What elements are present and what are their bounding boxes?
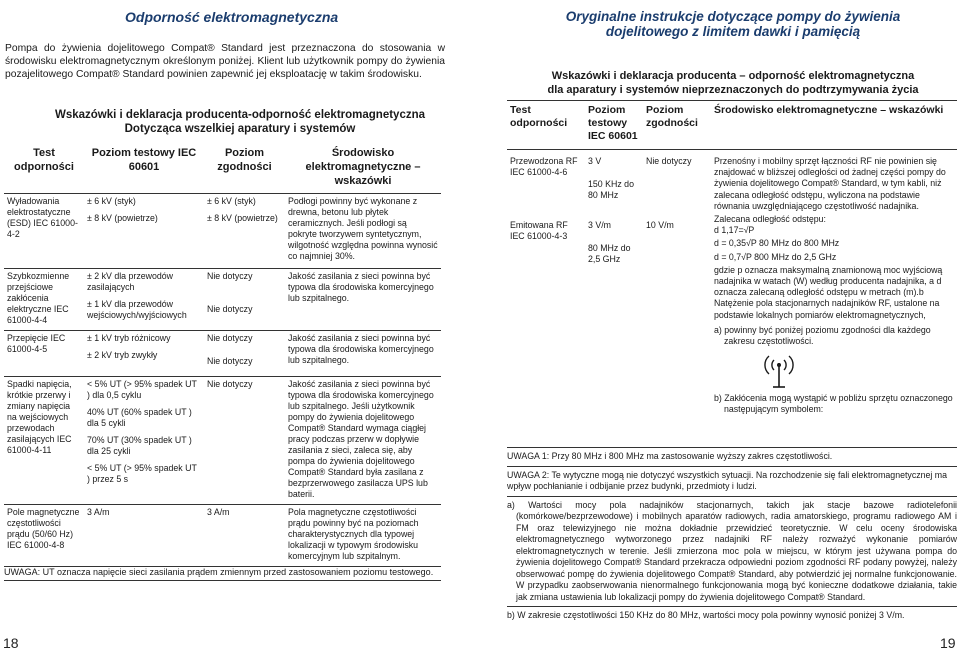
immunity-table-left [4, 140, 441, 567]
row-compliance: Nie dotyczy [646, 156, 692, 166]
header-environment: Środowisko elektromagnetyczne – wskazówki [711, 101, 957, 150]
level-line: 3 V/m [588, 219, 611, 230]
compliance-line: Nie dotyczy [207, 333, 253, 343]
compliance-line: Nie dotyczy [207, 304, 253, 314]
level-line: 3 A/m [87, 507, 110, 517]
row-test: Wyładowania elektrostatyczne (ESD) IEC 61000-4-2 [4, 194, 84, 269]
row-test: Emitowana RF IEC 61000-4-3 [510, 219, 568, 241]
immunity-table-right [507, 101, 957, 418]
formula: d = 0,7√P 800 MHz do 2,5 GHz [714, 251, 837, 262]
row-environment [711, 150, 957, 418]
compliance-line: ± 8 kV (powietrze) [207, 213, 278, 223]
row-compliance: 10 V/m [646, 219, 674, 230]
row-test: Pole magnetyczne częstotliwości prądu (50/60 Hz) IEC 61000-4-8 [4, 505, 84, 567]
level-line: ± 1 kV tryb różnicowy [87, 333, 171, 343]
row-environment: Jakość zasilania z sieci powinna być typowa dla środowiska komercyjnego lub szpitalnego. Jeśli użytkownik pompy do żywienia dojelitowego Compat® Standard wymaga ciągłej pracy podczas przerw w dopływie zasilania z sieci, zaleca się, aby pompa do żywienia dojelitowego Compat® Standard była zasilana z bezprzerwowego zasilacza UPS lub baterii. [285, 377, 441, 505]
env-text: gdzie p oznacza maksymalną znamionową moc wyjściową nadajnika w watach (W) według producenta nadajnika, a d oznacza zalecaną odległość odstępu w metrach (m).b Natężenie pola stacjonarnych nadajników RF, ustalone na podstawie lokalnych pomiarów elektromagnetycznych, [714, 264, 943, 320]
table-row [507, 150, 957, 218]
header-environment: Środowisko elektromagnetyczne – wskazówki [285, 140, 441, 194]
env-text: b) Zakłócenia mogą wystąpić w pobliżu sprzętu oznaczonego następującym symbolem: [714, 393, 953, 415]
left-intro: Pompa do żywienia dojelitowego Compat® Standard jest przeznaczona do stosowania w środowisku elektromagnetycznym określonym poniżej. Klient lub użytkownik pompy do żywienia pozajelitowego Compat® Standard powinien zapewnić jej eksploatację w takim środowisku. [5, 43, 445, 80]
env-text: Przenośny i mobilny sprzęt łączności RF nie powinien się znajdować w bliższej odległości od żadnej części pompy do żywienia dojelitowego Compat® Standard, w tym kabli, niż zalecana odległość odstępu, wyliczona na podstawie równania uwzględniającego częstotliwość nadajnika. [714, 156, 946, 211]
header-level: Poziom testowy IEC 60601 [585, 101, 643, 150]
header-test: Test odporności [4, 140, 84, 194]
right-page-title [512, 9, 954, 39]
table-row [4, 269, 441, 331]
row-test: Spadki napięcia, krótkie przerwy i zmiany napięcia na wejściowych przewodach zasilających IEC 61000-4-11 [4, 377, 84, 505]
row-test: Przepięcie IEC 61000-4-5 [4, 331, 84, 377]
compliance-line: 3 A/m [207, 507, 230, 517]
right-title-line-1: Oryginalne instrukcje dotyczące pompy do żywienia [565, 9, 901, 24]
table-header-row [4, 140, 441, 194]
row-environment: Pola magnetyczne częstotliwości prądu powinny być na poziomach charakterystycznych dla typowej lokalizacji w typowym środowisku komercyjnym lub szpitalnym. [285, 505, 441, 567]
level-line: 3 V [588, 156, 602, 166]
row-compliance [204, 377, 285, 505]
table-header-row [507, 101, 957, 150]
row-environment: Podłogi powinny być wykonane z drewna, betonu lub płytek ceramicznych. Jeśli podłogi są pokryte tworzywem syntetycznym, wilgotność względna powinna wynosić co najmniej 30%. [285, 194, 441, 269]
page-number-left: 18 [3, 635, 19, 651]
level-line: < 5% UT (> 95% spadek UT ) przez 5 s [87, 463, 197, 484]
table-row [4, 194, 441, 269]
left-page-title: Odporność elektromagnetyczna [125, 9, 339, 25]
row-compliance [204, 194, 285, 269]
right-heading-line-2: dla aparatury i systemów nieprzeznaczonych do podtrzymywania życia [547, 84, 919, 96]
header-compliance: Poziom zgodności [204, 140, 285, 194]
note-1: UWAGA 1: Przy 80 MHz i 800 MHz ma zastosowanie wyższy zakres częstotliwości. [507, 447, 957, 466]
compliance-line: Nie dotyczy [207, 271, 253, 281]
table-row [4, 505, 441, 567]
left-table-note: UWAGA: UT oznacza napięcie sieci zasilania prądem zmiennym przed zastosowaniem poziomu testowego. [4, 567, 441, 581]
header-level: Poziom testowy IEC 60601 [84, 140, 204, 194]
formula: d = 0,35√P 80 MHz do 800 MHz [714, 238, 840, 249]
row-level [84, 331, 204, 377]
compliance-line: ± 6 kV (styk) [207, 196, 256, 206]
env-text: a) powinny być poniżej poziomu zgodności dla każdego zakresu częstotliwości. [714, 324, 931, 347]
left-table-title [40, 108, 440, 136]
row-environment: Jakość zasilania z sieci powinna być typowa dla środowiska komercyjnego lub szpitalnego. [285, 331, 441, 377]
row-level [84, 377, 204, 505]
left-table-title-1: Wskazówki i deklaracja producenta-odporność elektromagnetyczna [54, 109, 426, 121]
table-row [4, 377, 441, 505]
right-title-line-2: dojelitowego z limitem dawki i pamięcią [605, 24, 861, 39]
right-table-heading [512, 69, 954, 97]
left-table-title-2: Dotycząca wszelkiej aparatury i systemów [124, 123, 356, 135]
level-line: ± 2 kV tryb zwykły [87, 350, 158, 360]
non-ionizing-radiation-icon [759, 353, 799, 389]
row-test: Przewodzona RF IEC 61000-4-6 [510, 156, 578, 178]
note-2: UWAGA 2: Te wytyczne mogą nie dotyczyć wszystkich sytuacji. Na rozchodzenie się fali elektromagnetycznej ma wpływ pochłanianie i odbijanie przez budynki, przedmioty i ludzi. [507, 466, 957, 496]
row-compliance [204, 331, 285, 377]
level-line: 70% UT (30% spadek UT ) dla 25 cykli [87, 435, 192, 456]
env-text: Zalecana odległość odstępu: [714, 214, 826, 225]
right-heading-line-1: Wskazówki i deklaracja producenta – odporność elektromagnetyczna [551, 70, 915, 82]
note-a: a) Wartości mocy pola nadajników stacjonarnych, takich jak stacje bazowe radiotelefonii (komórkowe/bezprzewodowe) i mobilnych aparatów radiowych, radia amatorskiego, programu radiowego AM i FM oraz telewizyjnego nie można dokładnie przewidzieć teoretycznie. W celu oceny środowiska elektromagnetycznego wytworzonego przez nadajniki RF należy rozważyć wykonanie pomiarów elektromagnetycznych w terenie. Jeśli zmierzona moc pola w miejscu, w którym jest używana pompa do żywienia dojelitowego Compat® Standard przekracza odpowiedni poziom zgodności RF podany powyżej, należy obserwować pompę do żywienia dojelitowego Compat® Standard, aby potwierdzić jej normalne funkcjonowanie. W przypadku zaobserwowania nienormalnego funkcjonowania mogą być konieczne dodatkowe działania, takie jak zmiana ustawienia lub lokalizacji pompy do żywienia dojelitowego Compat® Standard. [507, 496, 957, 607]
row-environment: Jakość zasilania z sieci powinna być typowa dla środowiska komercyjnego lub szpitalnego. [285, 269, 441, 331]
header-test: Test odporności [507, 101, 585, 150]
level-line: ± 8 kV (powietrze) [87, 213, 158, 223]
formula: d 1,17=√P [714, 225, 755, 236]
header-compliance: Poziom zgodności [643, 101, 711, 150]
level-line: 150 KHz do 80 MHz [588, 179, 634, 201]
row-compliance [204, 269, 285, 331]
level-line: 80 MHz do 2,5 GHz [588, 242, 631, 264]
row-level [585, 150, 643, 218]
compliance-line: Nie dotyczy [207, 356, 253, 366]
page-number-right: 19 [940, 635, 956, 651]
table-row [4, 331, 441, 377]
row-level [84, 505, 204, 567]
row-level [585, 218, 643, 418]
row-compliance [204, 505, 285, 567]
row-level [84, 269, 204, 331]
compliance-line: Nie dotyczy [207, 379, 253, 389]
level-line: ± 2 kV dla przewodów zasilających [87, 271, 173, 292]
note-b: b) W zakresie częstotliwości 150 KHz do 80 MHz, wartości mocy pola powinny wynosić poniżej 3 V/m. [507, 606, 957, 625]
right-notes [507, 447, 957, 625]
row-level [84, 194, 204, 269]
level-line: < 5% UT (> 95% spadek UT ) dla 0,5 cyklu [87, 379, 197, 400]
level-line: 40% UT (60% spadek UT ) dla 5 cykli [87, 407, 192, 428]
level-line: ± 6 kV (styk) [87, 196, 136, 206]
row-test: Szybkozmienne przejściowe zakłócenia elektryczne IEC 61000-4-4 [4, 269, 84, 331]
level-line: ± 1 kV dla przewodów wejściowych/wyjściowych [87, 299, 187, 320]
